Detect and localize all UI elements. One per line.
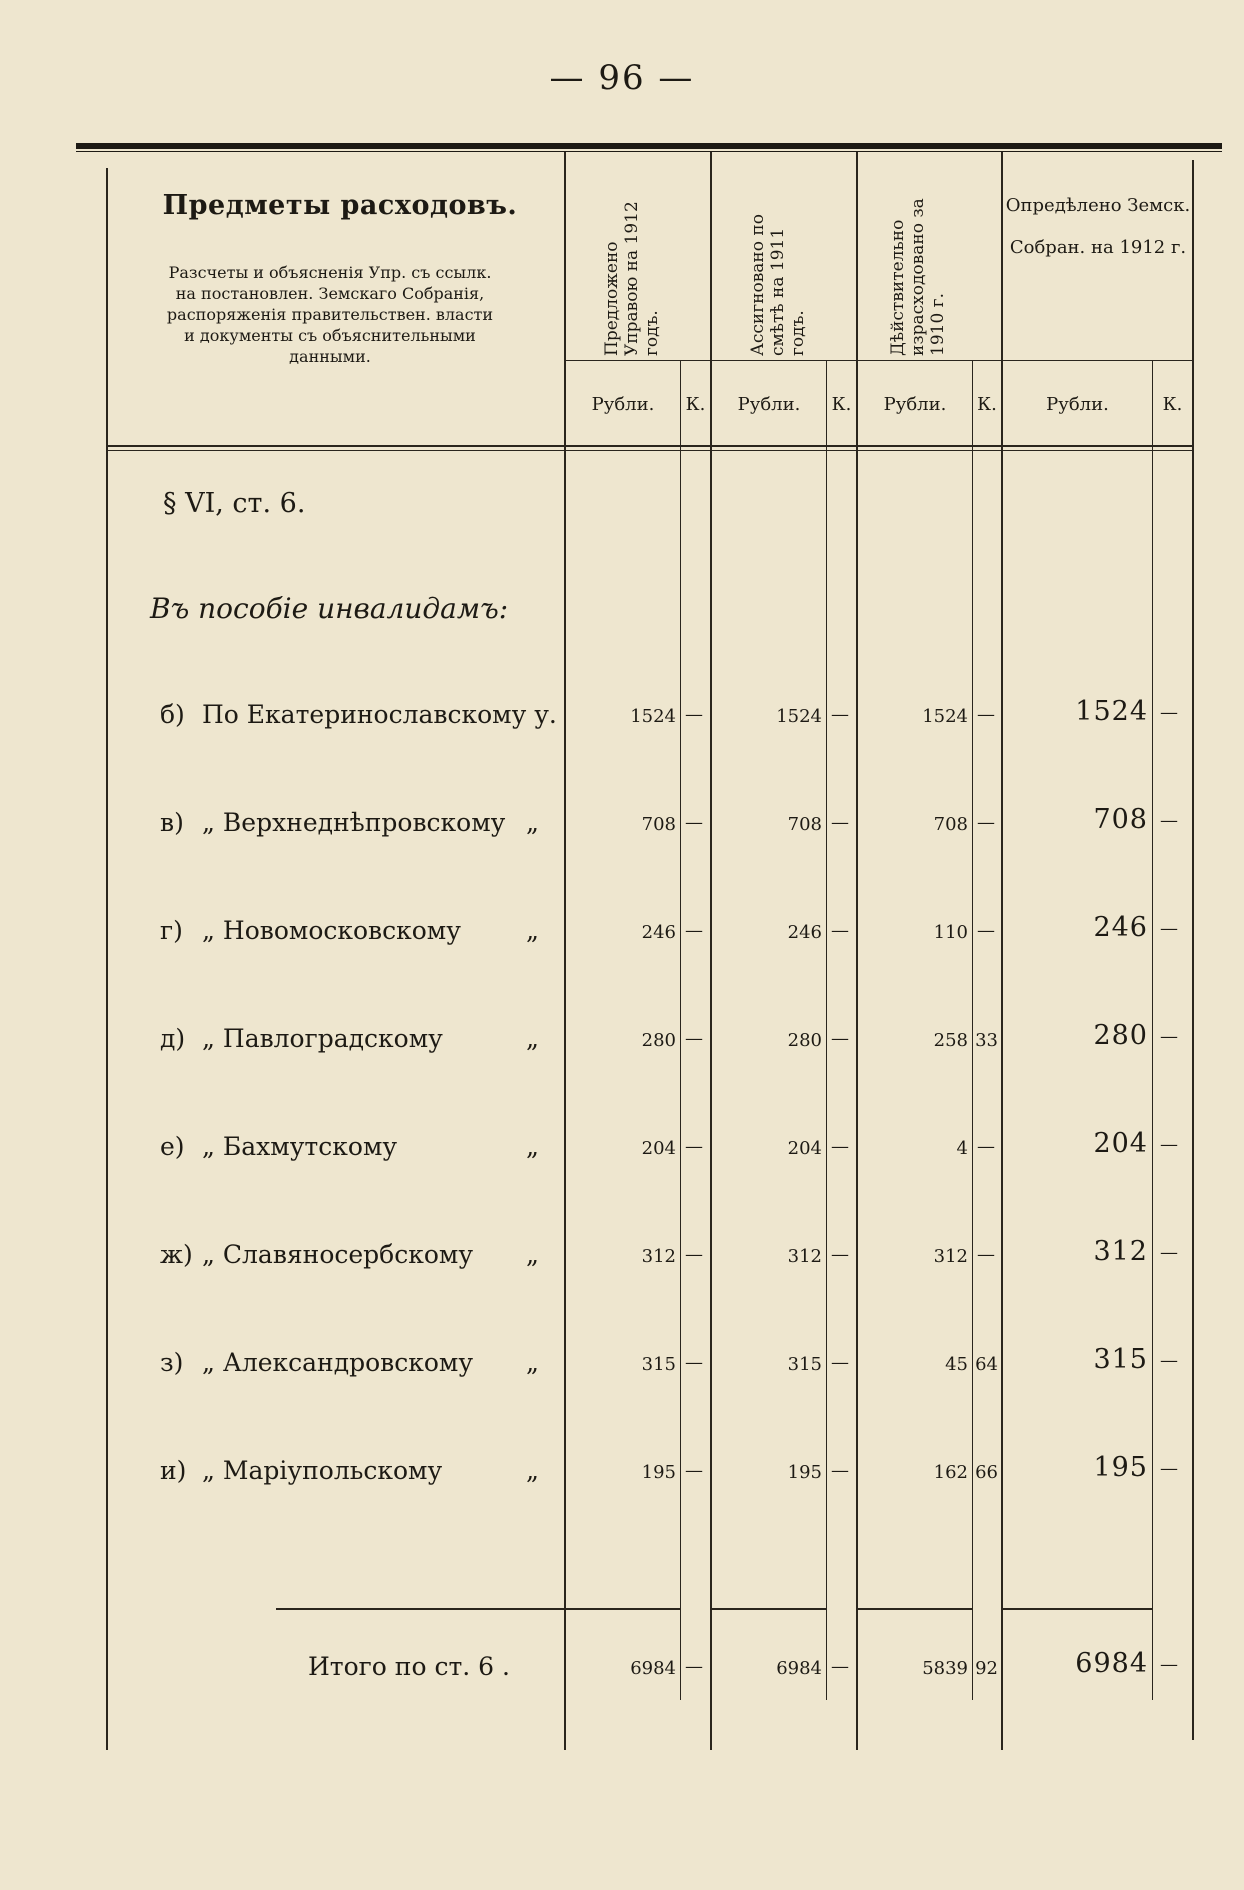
total-c4k: — bbox=[1160, 1654, 1178, 1675]
total-rule-label bbox=[276, 1608, 564, 1610]
row-c3k: — bbox=[977, 920, 995, 941]
header-col4: Опредѣлено Земск. Собран. на 1912 г. bbox=[1005, 195, 1191, 258]
header-col1-rub: Рубли. bbox=[591, 394, 655, 415]
row-letter: ж) bbox=[160, 1240, 193, 1269]
col-line-4k bbox=[1152, 360, 1153, 1700]
row-suffix: „ bbox=[526, 1348, 539, 1377]
row-c1: 312 bbox=[641, 1246, 676, 1267]
total-c1k: — bbox=[685, 1656, 703, 1677]
row-c4k: — bbox=[1160, 1242, 1178, 1263]
total-c3k: 92 bbox=[975, 1658, 998, 1679]
header-col4-rub: Рубли. bbox=[1046, 394, 1109, 415]
row-c4: 1524 bbox=[1075, 696, 1148, 727]
row-c2: 204 bbox=[787, 1138, 822, 1159]
header-subline bbox=[564, 360, 1193, 361]
row-c1: 315 bbox=[641, 1354, 676, 1375]
row-c3: 708 bbox=[933, 814, 968, 835]
header-col1-kop: К. bbox=[685, 394, 706, 415]
row-c4: 315 bbox=[1093, 1344, 1148, 1375]
row-c1: 246 bbox=[641, 922, 676, 943]
total-rule-c2 bbox=[712, 1608, 826, 1610]
header-title: Предметы расходовъ. bbox=[162, 190, 518, 221]
col-line-2k bbox=[826, 360, 827, 1700]
row-c4: 708 bbox=[1093, 804, 1148, 835]
row-c2k: — bbox=[831, 1244, 849, 1265]
col-line-right bbox=[1192, 160, 1194, 1740]
total-c2k: — bbox=[831, 1656, 849, 1677]
row-c2: 1524 bbox=[776, 706, 822, 727]
row-c2k: — bbox=[831, 1028, 849, 1049]
row-c3k: — bbox=[977, 1136, 995, 1157]
header-col2: Ассигновано по смѣтѣ на 1911 годъ. bbox=[748, 214, 808, 356]
row-c2k: — bbox=[831, 1136, 849, 1157]
row-c4k: — bbox=[1160, 918, 1178, 939]
row-c2k: — bbox=[831, 704, 849, 725]
row-name: „ Бахмутскому bbox=[202, 1132, 398, 1161]
row-c1k: — bbox=[685, 704, 703, 725]
row-c1k: — bbox=[685, 1028, 703, 1049]
row-c4k: — bbox=[1160, 1350, 1178, 1371]
header-col3-kop: К. bbox=[977, 394, 997, 415]
row-letter: з) bbox=[160, 1348, 184, 1377]
row-c3: 1524 bbox=[922, 706, 968, 727]
row-letter: б) bbox=[160, 700, 185, 729]
row-name: „ Павлоградскому bbox=[202, 1024, 443, 1053]
row-suffix: „ bbox=[526, 1132, 539, 1161]
row-c3k: 64 bbox=[975, 1354, 998, 1375]
row-c1k: — bbox=[685, 1352, 703, 1373]
col-line-1 bbox=[564, 152, 566, 1750]
header-col3: Дѣйствительно израсходовано за 1910 г. bbox=[888, 198, 948, 356]
col-line-3 bbox=[856, 152, 858, 1750]
total-rule-c4 bbox=[1003, 1608, 1152, 1610]
row-letter: в) bbox=[160, 808, 184, 837]
row-c4: 204 bbox=[1093, 1128, 1148, 1159]
row-letter: е) bbox=[160, 1132, 185, 1161]
total-c4: 6984 bbox=[1075, 1648, 1148, 1679]
row-c2k: — bbox=[831, 920, 849, 941]
row-c4: 280 bbox=[1093, 1020, 1148, 1051]
row-c3: 312 bbox=[933, 1246, 968, 1267]
row-suffix: „ bbox=[526, 1240, 539, 1269]
header-col2-rub: Рубли. bbox=[737, 394, 801, 415]
row-c4k: — bbox=[1160, 702, 1178, 723]
row-letter: и) bbox=[160, 1456, 187, 1485]
row-c1: 708 bbox=[641, 814, 676, 835]
row-suffix: „ bbox=[526, 808, 539, 837]
row-c4: 312 bbox=[1093, 1236, 1148, 1267]
row-c3k: 33 bbox=[975, 1030, 998, 1051]
row-c3: 162 bbox=[933, 1462, 968, 1483]
row-c4k: — bbox=[1160, 810, 1178, 831]
row-c1: 204 bbox=[641, 1138, 676, 1159]
row-c2: 708 bbox=[787, 814, 822, 835]
header-col3-rub: Рубли. bbox=[883, 394, 947, 415]
row-c3: 45 bbox=[945, 1354, 968, 1375]
row-name: „ Маріупольскому bbox=[202, 1456, 443, 1485]
header-col4-kop: К. bbox=[1162, 394, 1183, 415]
row-c4k: — bbox=[1160, 1134, 1178, 1155]
row-c1k: — bbox=[685, 1460, 703, 1481]
row-c3: 110 bbox=[933, 922, 968, 943]
row-suffix: „ bbox=[526, 916, 539, 945]
row-name: „ Александровскому bbox=[202, 1348, 474, 1377]
total-c1: 6984 bbox=[630, 1658, 676, 1679]
total-c3: 5839 bbox=[922, 1658, 968, 1679]
total-rule-c3 bbox=[858, 1608, 972, 1610]
row-c3: 4 bbox=[956, 1138, 968, 1159]
row-c3k: 66 bbox=[975, 1462, 998, 1483]
row-c2k: — bbox=[831, 1352, 849, 1373]
row-c3k: — bbox=[977, 812, 995, 833]
total-rule-c1 bbox=[566, 1608, 680, 1610]
row-c2k: — bbox=[831, 1460, 849, 1481]
row-c1k: — bbox=[685, 812, 703, 833]
row-c1: 1524 bbox=[630, 706, 676, 727]
row-name: „ Славяносербскому bbox=[202, 1240, 474, 1269]
row-c1: 195 bbox=[641, 1462, 676, 1483]
total-c2: 6984 bbox=[776, 1658, 822, 1679]
row-c2: 195 bbox=[787, 1462, 822, 1483]
row-c2k: — bbox=[831, 812, 849, 833]
col-line-1k bbox=[680, 360, 681, 1700]
header-col1: Предложено Управою на 1912 годъ. bbox=[602, 201, 662, 356]
header-col2-kop: К. bbox=[831, 394, 852, 415]
col-line-4 bbox=[1001, 152, 1003, 1750]
top-rule bbox=[76, 143, 1222, 149]
col-line-3k bbox=[972, 360, 973, 1700]
row-c2: 312 bbox=[787, 1246, 822, 1267]
row-c2: 315 bbox=[787, 1354, 822, 1375]
row-c4k: — bbox=[1160, 1458, 1178, 1479]
top-rule-thin bbox=[76, 151, 1222, 152]
col-line-2 bbox=[710, 152, 712, 1750]
row-c1k: — bbox=[685, 1244, 703, 1265]
row-c4: 195 bbox=[1093, 1452, 1148, 1483]
section-heading: § VI, ст. 6. bbox=[163, 488, 306, 519]
row-c1k: — bbox=[685, 920, 703, 941]
row-c3: 258 bbox=[933, 1030, 968, 1051]
row-c3k: — bbox=[977, 1244, 995, 1265]
row-c2: 280 bbox=[787, 1030, 822, 1051]
row-letter: д) bbox=[160, 1024, 186, 1053]
subheading: Въ пособіе инвалидамъ: bbox=[150, 592, 509, 625]
row-c4: 246 bbox=[1093, 912, 1148, 943]
row-letter: г) bbox=[160, 916, 183, 945]
row-c2: 246 bbox=[787, 922, 822, 943]
row-suffix: „ bbox=[526, 1456, 539, 1485]
header-bottom-rule bbox=[106, 445, 1193, 447]
total-label: Итого по ст. 6 . bbox=[308, 1652, 510, 1681]
row-name: „ Верхнеднѣпровскому bbox=[202, 808, 506, 837]
row-c3k: — bbox=[977, 704, 995, 725]
header-bottom-rule-thin bbox=[106, 450, 1193, 451]
row-name: „ Новомосковскому bbox=[202, 916, 461, 945]
row-c4k: — bbox=[1160, 1026, 1178, 1047]
row-c1: 280 bbox=[641, 1030, 676, 1051]
row-name: По Екатеринославскому у. bbox=[202, 700, 557, 729]
row-suffix: „ bbox=[526, 1024, 539, 1053]
page-number: — 96 — bbox=[549, 58, 695, 98]
col-line-left bbox=[106, 168, 108, 1750]
header-subtitle: Разсчеты и объясненія Упр. съ ссылк. на постановлен. Земскаго Собранія, распоряженія правительствен. власти и документы съ объяснительными данными. bbox=[166, 263, 494, 366]
row-c1k: — bbox=[685, 1136, 703, 1157]
